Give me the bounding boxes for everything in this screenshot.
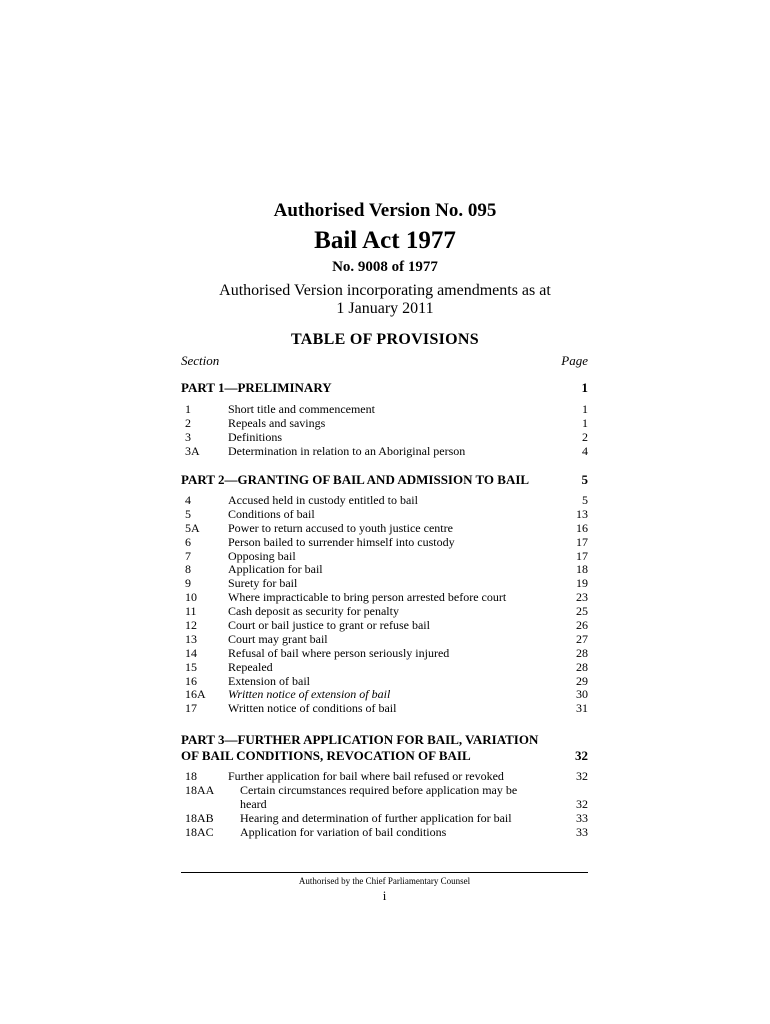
- section-page: 33: [576, 824, 588, 839]
- toc-entry: [181, 445, 588, 459]
- toc-entry: [181, 508, 588, 522]
- toc-entry: [181, 577, 588, 591]
- section-page: 29: [576, 673, 588, 688]
- section-title: Repeals and savings: [228, 415, 326, 430]
- section-page: 28: [576, 659, 588, 674]
- section-page: 2: [582, 429, 588, 444]
- toc-entry: [181, 431, 588, 445]
- act-number: No. 9008 of 1977: [332, 259, 438, 275]
- section-title: Short title and commencement: [228, 402, 375, 416]
- section-number: 3: [185, 429, 191, 444]
- section-number: 8: [185, 562, 191, 577]
- section-number: 13: [185, 631, 197, 646]
- section-number: 3A: [185, 443, 200, 458]
- part-2-entries: [181, 494, 588, 716]
- section-title: Determination in relation to an Aboriginal person: [228, 443, 466, 458]
- section-page: 28: [576, 645, 588, 660]
- section-page: 32: [576, 796, 588, 811]
- part-title-line-2: OF BAIL CONDITIONS, REVOCATION OF BAIL: [181, 748, 471, 763]
- section-number: 18: [185, 769, 197, 783]
- section-title: Definitions: [228, 429, 282, 444]
- part-page: 1: [581, 380, 588, 395]
- toc-entry-continuation: [181, 798, 588, 812]
- toc-entry: [181, 417, 588, 431]
- section-page: 13: [576, 506, 588, 521]
- toc-entry: [181, 536, 588, 550]
- part-page: 32: [575, 748, 588, 763]
- toc-entry: [181, 403, 588, 417]
- section-title: Extension of bail: [228, 673, 310, 688]
- act-title: Bail Act 1977: [314, 227, 456, 254]
- section-page: 32: [576, 769, 588, 783]
- section-title: Written notice of conditions of bail: [228, 701, 397, 716]
- toc-entry: [181, 661, 588, 675]
- section-page: 1: [582, 402, 588, 416]
- part-title: PART 1—PRELIMINARY: [181, 380, 332, 395]
- section-page: 19: [576, 576, 588, 591]
- section-title: Court may grant bail: [228, 631, 328, 646]
- toc-entry: [181, 826, 588, 840]
- section-title: Cash deposit as security for penalty: [228, 604, 399, 619]
- section-number: 18AB: [185, 810, 214, 825]
- section-page: 33: [576, 810, 588, 825]
- part-title-line-1: PART 3—FURTHER APPLICATION FOR BAIL, VARIATION: [181, 732, 539, 747]
- toc-entry: [181, 619, 588, 633]
- section-number: 9: [185, 576, 191, 591]
- section-title: Accused held in custody entitled to bail: [228, 493, 418, 507]
- toc-entry: [181, 591, 588, 605]
- section-title: Application for bail: [228, 562, 323, 577]
- section-number: 17: [185, 701, 197, 716]
- section-title: Application for variation of bail conditions: [240, 824, 447, 839]
- toc-title: TABLE OF PROVISIONS: [291, 331, 479, 348]
- page-column-label: Page: [561, 353, 588, 368]
- part-1-entries: [181, 403, 588, 459]
- section-page: 5: [582, 493, 588, 507]
- toc-entry: [181, 563, 588, 577]
- section-number: 18AA: [185, 782, 215, 797]
- section-title: Written notice of extension of bail: [228, 687, 391, 702]
- part-title: PART 2—GRANTING OF BAIL AND ADMISSION TO BAIL: [181, 472, 530, 487]
- toc-entry: [181, 647, 588, 661]
- section-page: 30: [576, 687, 588, 702]
- section-title: Certain circumstances required before application may be: [240, 782, 518, 797]
- section-title: Court or bail justice to grant or refuse bail: [228, 618, 430, 633]
- section-number: 6: [185, 534, 191, 549]
- section-title: Power to return accused to youth justice centre: [228, 520, 453, 535]
- section-number: 11: [185, 604, 197, 619]
- section-number: 15: [185, 659, 197, 674]
- section-title: Repealed: [228, 659, 273, 674]
- section-number: 10: [185, 590, 197, 605]
- section-page: 26: [576, 618, 588, 633]
- toc-entry: [181, 522, 588, 536]
- section-title: Conditions of bail: [228, 506, 315, 521]
- toc-entry: [181, 675, 588, 689]
- section-number: 4: [185, 493, 191, 507]
- section-page: 18: [576, 562, 588, 577]
- section-number: 16A: [185, 687, 206, 702]
- part-page: 5: [581, 472, 588, 487]
- section-number: 16: [185, 673, 197, 688]
- toc-entry-repealed: [181, 688, 588, 702]
- toc-entry: [181, 494, 588, 508]
- section-title: Where impracticable to bring person arrested before court: [228, 590, 507, 605]
- section-title: Further application for bail where bail refused or revoked: [228, 769, 504, 783]
- section-number: 5: [185, 506, 191, 521]
- section-number: 5A: [185, 520, 200, 535]
- section-title: Surety for bail: [228, 576, 298, 591]
- amendment-line-2: 1 January 2011: [336, 300, 434, 317]
- section-number: 7: [185, 548, 191, 563]
- section-page: 31: [576, 701, 588, 716]
- section-page: 27: [576, 631, 588, 646]
- section-number: 18AC: [185, 824, 214, 839]
- toc-entry: [181, 770, 588, 784]
- section-number: 2: [185, 415, 191, 430]
- section-page: 23: [576, 590, 588, 605]
- toc-entry: [181, 812, 588, 826]
- section-title: Opposing bail: [228, 548, 296, 563]
- section-column-label: Section: [181, 353, 220, 368]
- section-page: 1: [582, 415, 588, 430]
- toc-entry: [181, 550, 588, 564]
- toc-entry: [181, 784, 588, 798]
- toc-entry: [181, 702, 588, 716]
- part-3-entries: [181, 770, 588, 839]
- section-title: Hearing and determination of further application for bail: [240, 810, 512, 825]
- section-page: 4: [582, 443, 588, 458]
- section-title: Refusal of bail where person seriously injured: [228, 645, 450, 660]
- section-page: 25: [576, 604, 588, 619]
- section-page: 17: [576, 534, 588, 549]
- footer-page-number: i: [382, 888, 387, 903]
- footer-authorisation: Authorised by the Chief Parliamentary Counsel: [298, 876, 471, 886]
- section-title: heard: [240, 796, 267, 811]
- authorised-version-heading: Authorised Version No. 095: [273, 200, 497, 221]
- toc-entry: [181, 633, 588, 647]
- section-page: 17: [576, 548, 588, 563]
- footer-divider: [181, 872, 588, 873]
- section-number: 1: [185, 402, 191, 416]
- amendment-line-1: Authorised Version incorporating amendments as at: [219, 282, 551, 299]
- section-number: 14: [185, 645, 197, 660]
- section-title: Person bailed to surrender himself into custody: [228, 534, 455, 549]
- toc-entry: [181, 605, 588, 619]
- section-number: 12: [185, 618, 197, 633]
- section-page: 16: [576, 520, 588, 535]
